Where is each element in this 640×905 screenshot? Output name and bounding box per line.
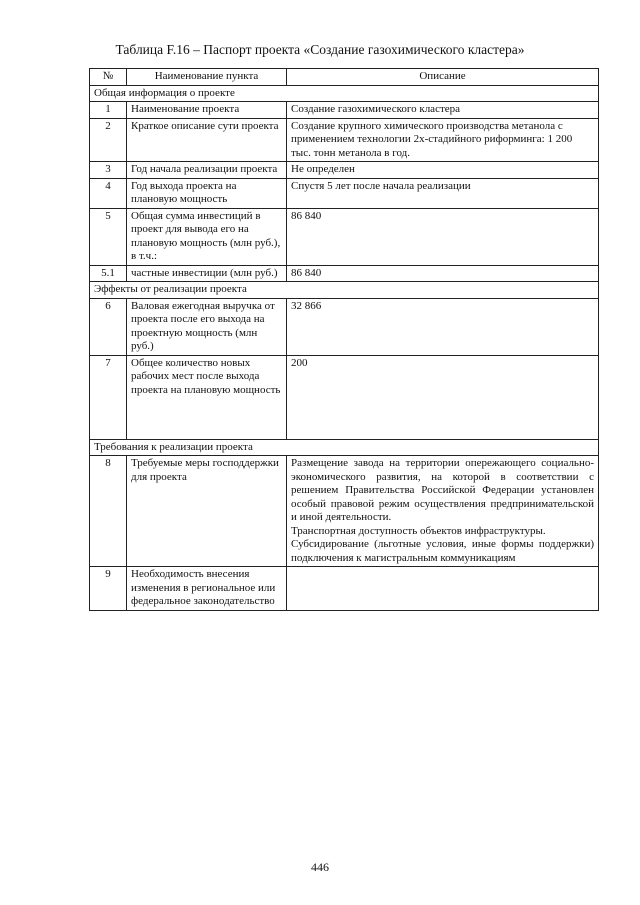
table-row [90,102,599,119]
row-number: 3 [90,162,127,179]
row-name: Общая сумма инвестиций в проект для вывода его на плановую мощность (млн руб.), в т.ч.: [127,208,287,265]
row-description: Создание газохимического кластера [287,102,599,119]
table-row [90,355,599,439]
row-name: Необходимость внесения изменения в региональное или федеральное законодательство [127,567,287,611]
section-row [90,282,599,299]
row-name: Наименование проекта [127,102,287,119]
table-header-row [90,69,599,86]
header-num: № [90,69,127,86]
row-number: 5 [90,208,127,265]
section-title: Требования к реализации проекта [90,439,599,456]
table-row [90,567,599,611]
table-row [90,178,599,208]
project-passport-table [89,68,599,611]
row-description: Создание крупного химического производства метанола с применением технологии 2х-стадийного риформинга: 1 200 тыс. тонн метанола в год. [287,118,599,162]
section-title: Общая информация о проекте [90,85,599,102]
row-number: 1 [90,102,127,119]
row-description: 86 840 [287,265,599,282]
row-name: частные инвестиции (млн руб.) [127,265,287,282]
row-number: 6 [90,298,127,355]
section-row [90,439,599,456]
row-name: Год выхода проекта на плановую мощность [127,178,287,208]
row-name: Валовая ежегодная выручка от проекта после его выхода на проектную мощность (млн руб.) [127,298,287,355]
section-row [90,85,599,102]
row-name: Общее количество новых рабочих мест после выхода проекта на плановую мощность [127,355,287,439]
row-name: Требуемые меры господдержки для проекта [127,456,287,567]
table-row [90,118,599,162]
row-description: 86 840 [287,208,599,265]
row-description: 200 [287,355,599,439]
table-row [90,456,599,567]
row-number: 8 [90,456,127,567]
row-number: 2 [90,118,127,162]
table-row [90,265,599,282]
page-number: 446 [311,860,329,874]
support-measure-text: Размещение завода на территории опережающего социально-экономического развития, на которой в соответствии с решением Правительства Российской Федерации установлен особый правовой режим осуществления предпринимательской и иной деятельности. [291,457,594,523]
row-number: 5.1 [90,265,127,282]
row-name: Краткое описание сути проекта [127,118,287,162]
row-description: Спустя 5 лет после начала реализации [287,178,599,208]
support-measure-text: Субсидирование (льготные условия, иные формы поддержки) подключения к магистральным коммуникациям [291,538,594,564]
table-title: Таблица F.16 – Паспорт проекта «Создание газохимического кластера» [115,42,525,57]
header-name: Наименование пункта [127,69,287,86]
header-description: Описание [287,69,599,86]
support-measure-text: Транспортная доступность объектов инфраструктуры. [291,524,546,537]
row-name: Год начала реализации проекта [127,162,287,179]
row-description [287,567,599,611]
row-description: 32 866 [287,298,599,355]
table-row [90,162,599,179]
row-description: Не определен [287,162,599,179]
table-row [90,298,599,355]
row-number: 7 [90,355,127,439]
section-title: Эффекты от реализации проекта [90,282,599,299]
table-row [90,208,599,265]
row-number: 4 [90,178,127,208]
row-description [287,456,599,567]
row-number: 9 [90,567,127,611]
